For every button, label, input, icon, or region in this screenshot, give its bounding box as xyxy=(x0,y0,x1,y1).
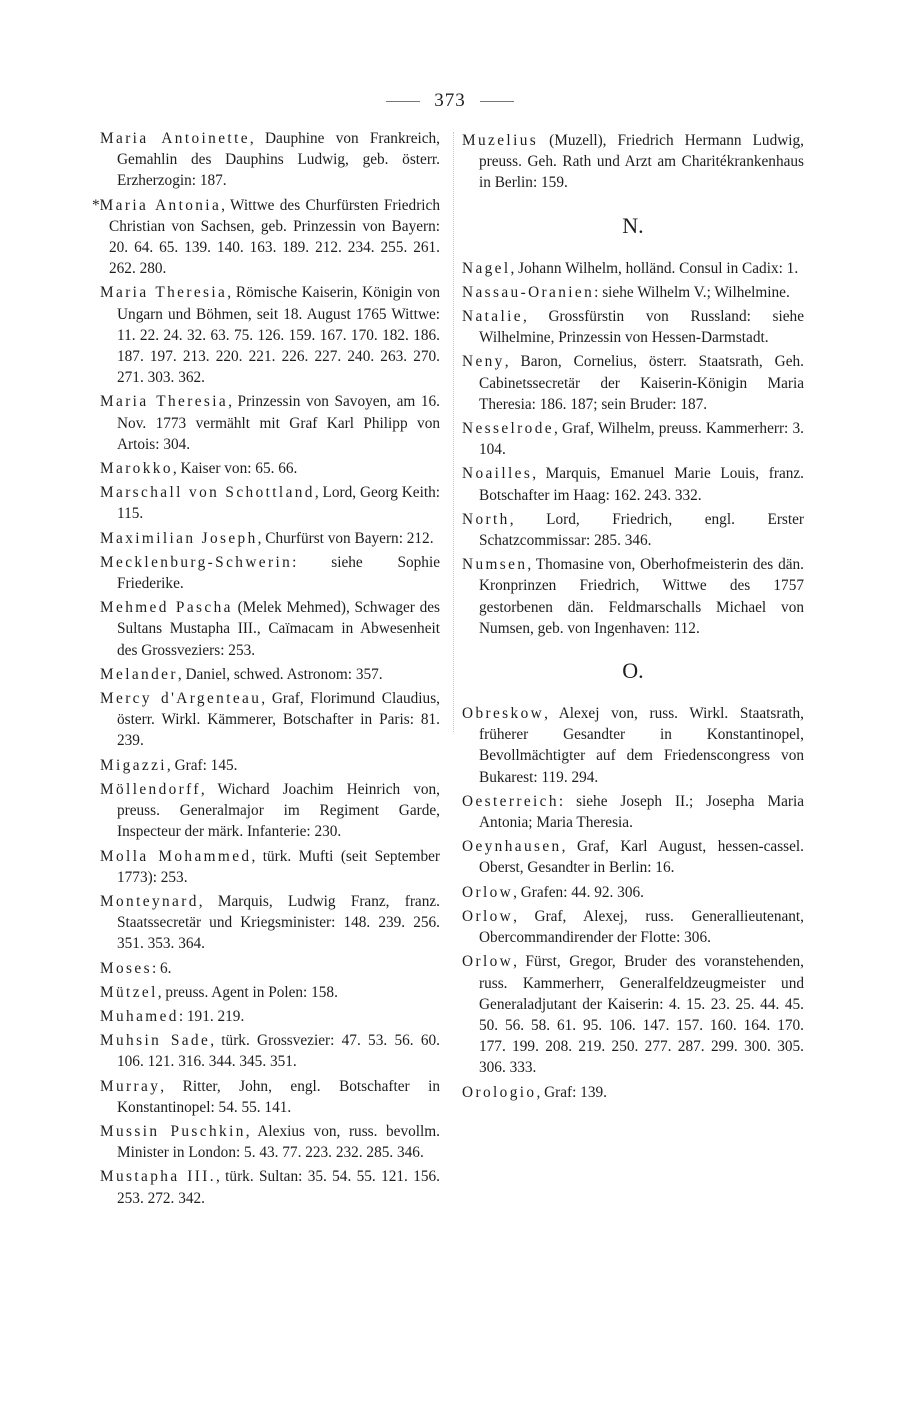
index-entry-nesselrode xyxy=(462,418,804,460)
index-entry-north xyxy=(462,509,804,551)
index-entry-mussin-puschkin xyxy=(100,1121,440,1163)
header-rule-right xyxy=(480,101,514,102)
entry-headword: Muhamed xyxy=(100,1007,179,1025)
index-entry-monteynard xyxy=(100,891,440,955)
entry-headword: Mecklenburg-Schwerin xyxy=(100,553,293,571)
index-entry-maria-theresia xyxy=(100,391,440,455)
index-entry-muhsin-sade xyxy=(100,1030,440,1072)
entry-headword: Orlow xyxy=(462,907,514,925)
asterisk-marker: * xyxy=(92,196,100,214)
index-entry-obreskow xyxy=(462,703,804,788)
entry-details: , türk. Sultan: 35. 54. 55. 121. 156. 253. 272. 342. xyxy=(117,1168,440,1207)
entry-headword: Maria Theresia xyxy=(100,393,229,411)
index-entry-mercy-d-argenteau xyxy=(100,688,440,752)
entry-headword: Möllendorff xyxy=(100,780,201,798)
header-rule-left xyxy=(386,101,420,102)
index-entry-nassau-oranien xyxy=(462,282,804,303)
entry-details: , Römische Kaiserin, Königin von Ungarn und Böhmen, seit 18. August 1765 Wittwe: 11. 22. 24. 32. 63. 75. 126. 159. 167. 170. 182. 186. 187. 197. 213. 220. 221. 226. 227. 240. 263. 270. 271. 303. 362. xyxy=(117,284,440,387)
index-entry-melander xyxy=(100,664,440,685)
index-entry-muzelius xyxy=(462,130,804,194)
index-entry-nagel xyxy=(462,258,804,279)
index-entry-molla-mohammed xyxy=(100,846,440,888)
entry-headword: Marschall von Schottland xyxy=(100,484,315,502)
index-entry-oesterreich xyxy=(462,791,804,833)
entry-headword: Maximilian Joseph xyxy=(100,529,258,547)
entry-headword: Moses xyxy=(100,959,152,977)
column-divider xyxy=(453,132,454,732)
entry-details: , Marquis, Ludwig Franz, franz. Staatssecretär und Kriegsminister: 148. 239. 256. 351. 353. 364. xyxy=(117,892,440,953)
entry-details: , Wichard Joachim Heinrich von, preuss. Generalmajor im Regiment Garde, Inspecteur der märk. Infanterie: 230. xyxy=(117,780,440,841)
entry-details: , Graf: 139. xyxy=(536,1083,607,1101)
entry-details: , Graf, Wilhelm, preuss. Kammerherr: 3. 104. xyxy=(479,420,804,459)
index-entry-oeynhausen xyxy=(462,836,804,878)
index-entry-mecklenburg-schwerin xyxy=(100,552,440,594)
entry-headword: Marokko xyxy=(100,460,173,478)
entry-details: : 6. xyxy=(151,959,172,977)
entry-details: , türk. Mufti (seit September 1773): 253. xyxy=(117,847,441,886)
entry-headword: Melander xyxy=(100,665,178,683)
entry-details: , Graf, Alexej, russ. Generallieutenant, Obercommandirender der Flotte: 306. xyxy=(479,907,804,947)
entry-headword: Monteynard xyxy=(100,892,199,910)
index-entry-numsen xyxy=(462,554,804,639)
index-entry-orlow xyxy=(462,906,804,948)
entry-details: : siehe Sophie Friederike. xyxy=(117,553,440,593)
entry-details: , Grafen: 44. 92. 306. xyxy=(513,883,644,901)
index-entry-noailles xyxy=(462,463,804,505)
entry-headword: Mehmed Pascha xyxy=(100,599,233,617)
index-entry-murray xyxy=(100,1076,440,1118)
entry-details: , preuss. Agent in Polen: 158. xyxy=(157,983,338,1001)
entry-details: , Daniel, schwed. Astronom: 357. xyxy=(177,665,383,683)
entry-details: , Graf, Karl August, hessen-cassel. Oberst, Gesandter in Berlin: 16. xyxy=(479,838,804,877)
entry-details: (Muzell), Friedrich Hermann Ludwig, preuss. Geh. Rath und Arzt am Charitékrankenhaus in Berlin: 159. xyxy=(479,132,804,192)
entry-headword: Oeynhausen xyxy=(462,838,562,856)
entry-headword: Mützel xyxy=(100,983,158,1001)
entry-headword: Mercy d'Argenteau xyxy=(100,690,262,708)
index-entry-orlow xyxy=(462,951,804,1078)
entry-headword: Neny xyxy=(462,353,505,371)
entry-details: , Baron, Cornelius, österr. Staatsrath, Geh. Cabinetssecretär der Kaiserin-Königin Maria Theresia: 186. 187; sein Bruder: 187. xyxy=(479,353,804,413)
index-entry-maria-theresia xyxy=(100,282,440,388)
entry-details: , Johann Wilhelm, holländ. Consul in Cadix: 1. xyxy=(510,259,799,277)
entry-details: , Wittwe des Churfürsten Friedrich Christian von Sachsen, geb. Prinzessin von Bayern: 20. 64. 65. 139. 140. 163. 189. 212. 234. 255. 261. 262. 280. xyxy=(109,196,440,278)
entry-headword: Nassau-Oranien xyxy=(462,283,595,301)
index-entry-mustapha-iii xyxy=(100,1166,440,1208)
entry-details: , Marquis, Emanuel Marie Louis, franz. Botschafter im Haag: 162. 243. 332. xyxy=(479,465,804,504)
letter-heading-n: N. xyxy=(622,212,644,238)
entry-headword: Orlow xyxy=(462,883,514,901)
entry-headword: Muhsin Sade xyxy=(100,1032,211,1050)
index-entry-migazzi xyxy=(100,755,440,776)
index-entry-maria-antonia xyxy=(92,195,440,280)
entry-details: : siehe Joseph II.; Josepha Maria Antonia; Maria Theresia. xyxy=(479,792,804,832)
index-entry-moses xyxy=(100,958,440,979)
entry-headword: Mustapha III. xyxy=(100,1168,216,1186)
index-entry-maria-antoinette xyxy=(100,128,440,192)
entry-details: , Alexej von, russ. Wirkl. Staatsrath, früherer Gesandter in Konstantinopel, Bevollmächtigter auf dem Friedenscongress von Bukarest: 119. 294. xyxy=(479,705,804,786)
index-entry-mehmed-pascha xyxy=(100,597,440,661)
entry-headword: Orologio xyxy=(462,1083,537,1101)
entry-details: : 191. 219. xyxy=(178,1007,245,1025)
entry-headword: North xyxy=(462,510,510,528)
entry-details: , Fürst, Gregor, Bruder des voranstehenden, russ. Kammerherr, Generalfeldzeugmeister und Generaladjutant der Kaiserin: 4. 15. 23. 25. 44. 45. 50. 56. 58. 61. 95. 106. 147. 157. 160. 164. 170. 177. 199. 208. 219. 250. 277. 287. 299. 300. 305. 306. 333. xyxy=(479,953,804,1077)
entry-details: , türk. Grossvezier: 47. 53. 56. 60. 106. 121. 316. 344. 345. 351. xyxy=(117,1032,440,1071)
page-number: 373 xyxy=(434,90,466,111)
letter-heading-o: O. xyxy=(622,658,644,684)
entry-headword: Nagel xyxy=(462,259,511,277)
index-entry-neny xyxy=(462,351,804,415)
index-entry-mutzel xyxy=(100,982,440,1003)
entry-headword: Numsen xyxy=(462,556,528,574)
entry-details: , Prinzessin von Savoyen, am 16. Nov. 1773 vermählt mit Graf Karl Philipp von Artois: 304. xyxy=(117,393,440,453)
entry-headword: Natalie xyxy=(462,308,523,326)
entry-headword: Migazzi xyxy=(100,756,167,774)
entry-headword: Muzelius xyxy=(462,132,539,149)
entry-details: , Dauphine von Frankreich, Gemahlin des Dauphins Ludwig, geb. österr. Erzherzogin: 187. xyxy=(117,130,440,190)
page-header xyxy=(0,86,900,116)
entry-headword: Mussin Puschkin xyxy=(100,1122,246,1140)
entry-headword: Nesselrode xyxy=(462,420,554,438)
index-entry-orlow xyxy=(462,882,804,903)
index-entry-maximilian-joseph xyxy=(100,528,440,549)
index-entry-orologio xyxy=(462,1082,804,1103)
entry-headword: Noailles xyxy=(462,465,533,483)
index-column-left xyxy=(92,128,441,1212)
entry-headword: Obreskow xyxy=(462,705,545,723)
entry-details: (Melek Mehmed), Schwager des Sultans Mustapha III., Caïmacam in Abwesenheit des Grossveziers: 253. xyxy=(117,599,440,659)
index-entry-mollendorff xyxy=(100,779,440,843)
entry-headword: Oesterreich xyxy=(462,792,559,810)
entry-details: , Thomasine von, Oberhofmeisterin des dän. Kronprinzen Friedrich, Wittwe des 1757 gestorbenen dän. Feldmarschalls Michael von Numsen, geb. von Ingenhaven: 112. xyxy=(479,556,804,637)
index-column-right xyxy=(462,130,804,1106)
entry-details: , Grossfürstin von Russland: siehe Wilhelmine, Prinzessin von Hessen-Darmstadt. xyxy=(479,308,804,347)
entry-headword: Molla Mohammed xyxy=(100,847,252,865)
entry-headword: Orlow xyxy=(462,953,514,971)
entry-details: , Churfürst von Bayern: 212. xyxy=(257,529,434,547)
entry-details: : siehe Wilhelm V.; Wilhelmine. xyxy=(594,283,790,301)
entry-headword: Murray xyxy=(100,1077,161,1095)
entry-headword: Maria Antoinette xyxy=(100,130,250,147)
entry-details: , Lord, Friedrich, engl. Erster Schatzcommissar: 285. 346. xyxy=(479,510,804,550)
entry-headword: Maria Antonia xyxy=(99,196,222,214)
entry-details: , Ritter, John, engl. Botschafter in Konstantinopel: 54. 55. 141. xyxy=(117,1077,440,1116)
entry-details: , Graf, Florimund Claudius, österr. Wirkl. Kämmerer, Botschafter in Paris: 81. 239. xyxy=(117,690,440,750)
entry-details: , Kaiser von: 65. 66. xyxy=(172,460,298,478)
index-entry-marschall-von-schottland xyxy=(100,482,440,524)
entry-details: , Graf: 145. xyxy=(166,756,238,774)
index-entry-natalie xyxy=(462,306,804,348)
entry-headword: Maria Theresia xyxy=(100,284,228,302)
index-entry-marokko xyxy=(100,458,440,479)
index-entry-muhamed xyxy=(100,1006,440,1027)
entry-details: , Alexius von, russ. bevollm. Minister in London: 5. 43. 77. 223. 232. 285. 346. xyxy=(117,1122,440,1162)
entry-details: , Lord, Georg Keith: 115. xyxy=(117,484,440,523)
